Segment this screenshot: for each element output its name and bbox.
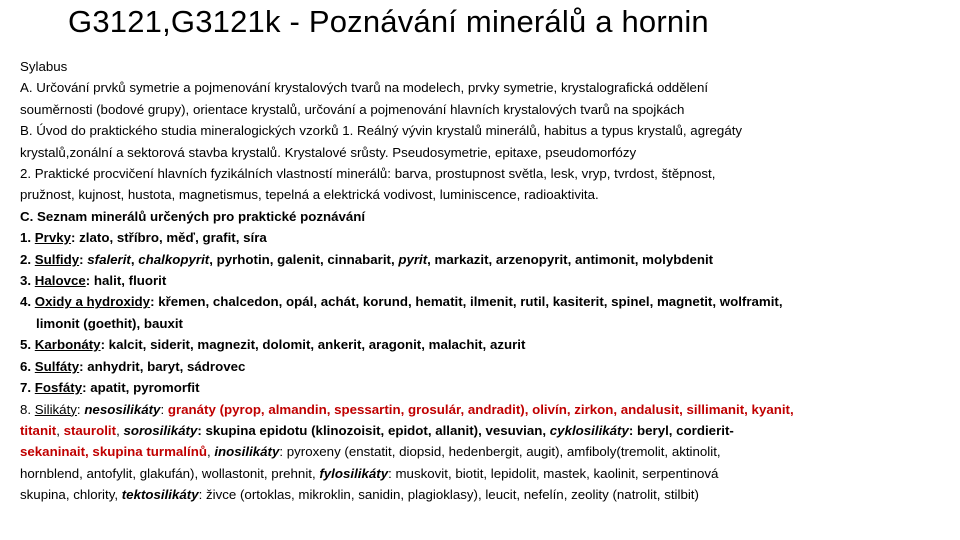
- separator: :: [76, 401, 85, 417]
- highlighted-minerals: granáty (pyrop, almandin, spessartin, grosulár, andradit), olivín, zirkon, andalusit, sillimanit, kyanit,: [167, 401, 794, 417]
- list-item-halovce: [20, 270, 945, 291]
- section-a-line-2: souměrnosti (bodové grupy), orientace krystalů, určování a pojmenování hlavních krystalových tvarů na spojkách: [20, 101, 685, 117]
- separator: :: [160, 401, 168, 417]
- item-number: 8.: [20, 401, 32, 417]
- list-item-oxidy-continued: limonit (goethit), bauxit: [36, 315, 183, 331]
- list-item-sulfaty: [20, 356, 945, 377]
- separator: ,: [56, 422, 64, 438]
- section-b-line-3: 2. Praktické procvičení hlavních fyzikálních vlastností minerálů: barva, prostupnost světla, lesk, vryp, tvrdost, štěpnost,: [20, 166, 716, 182]
- item-minerals: : apatit, pyromorfit: [82, 380, 200, 396]
- category-label: Silikáty: [34, 401, 77, 417]
- item-minerals: : muskovit, biotit, lepidolit, mastek, kaolinit, serpentinová: [388, 465, 719, 481]
- separator: ,: [130, 251, 139, 267]
- mineral-name: pyrit: [398, 251, 428, 267]
- item-minerals: , markazit, arzenopyrit, antimonit, molybdenit: [427, 251, 714, 267]
- subclass-label: inosilikáty: [214, 444, 280, 460]
- syllabus-body: [20, 56, 945, 506]
- item-number: 6.: [20, 358, 32, 374]
- category-label: Halovce: [34, 273, 86, 289]
- separator: ,: [206, 444, 215, 460]
- item-number: 1.: [20, 230, 32, 246]
- item-number: 2.: [20, 251, 32, 267]
- item-minerals: : zlato, stříbro, měď, grafit, síra: [71, 230, 267, 246]
- section-b-line-1: B. Úvod do praktického studia mineralogických vzorků 1. Reálný vývin krystalů minerálů, habitus a typus krystalů, agregáty: [20, 123, 743, 139]
- section-b-line-2: krystalů,zonální a sektorová stavba krystalů. Krystalové srůsty. Pseudosymetrie, epitaxe, pseudomorfózy: [20, 144, 637, 160]
- section-a-line-1: A. Určování prvků symetrie a pojmenování krystalových tvarů na modelech, prvky symetrie, krystalografická oddělení: [20, 80, 709, 96]
- item-minerals: : anhydrit, baryt, sádrovec: [79, 358, 246, 374]
- highlighted-mineral: titanit: [20, 422, 57, 438]
- item-minerals: : pyroxeny (enstatit, diopsid, hedenbergit, augit), amfiboly(tremolit, aktinolit,: [279, 444, 721, 460]
- highlighted-minerals: sekaninait, skupina turmalínů: [20, 444, 207, 460]
- list-item-oxidy: [20, 291, 945, 312]
- subclass-label: fylosilikáty: [319, 465, 389, 481]
- list-item-silikaty-line-2: [20, 420, 945, 441]
- item-minerals: , pyrhotin, galenit, cinnabarit,: [209, 251, 399, 267]
- subclass-label: tektosilikáty: [121, 487, 199, 503]
- item-minerals: : kalcit, siderit, magnezit, dolomit, ankerit, aragonit, malachit, azurit: [100, 337, 526, 353]
- section-c-heading: C. Seznam minerálů určených pro praktické poznávání: [20, 208, 366, 224]
- item-number: 4.: [20, 294, 32, 310]
- item-minerals: : skupina epidotu (klinozoisit, epidot, allanit), vesuvian,: [197, 422, 550, 438]
- sylabus-label: Sylabus: [20, 59, 68, 74]
- category-label: Sulfidy: [34, 251, 80, 267]
- item-minerals: : beryl, cordierit-: [628, 422, 734, 438]
- category-label: Sulfáty: [34, 358, 80, 374]
- separator: :: [79, 251, 88, 267]
- item-minerals: hornblend, antofylit, glakufán), wollastonit, prehnit,: [20, 465, 320, 481]
- section-b-line-4: pružnost, kujnost, hustota, magnetismus, tepelná a elektrická vodivost, luminiscence, radioaktivita.: [20, 187, 599, 203]
- subclass-label: cyklosilikáty: [549, 422, 629, 438]
- slide-title: G3121,G3121k - Poznávání minerálů a hornin: [68, 4, 709, 39]
- item-minerals: : křemen, chalcedon, opál, achát, korund, hematit, ilmenit, rutil, kasiterit, spinel, magnetit, wolframit,: [150, 294, 783, 310]
- item-minerals: : živce (ortoklas, mikroklin, sanidin, plagioklasy), leucit, nefelín, zeolity (natrolit, stilbit): [198, 487, 699, 503]
- subclass-label: nesosilikáty: [84, 401, 161, 417]
- list-item-silikaty-line-3: [20, 441, 945, 462]
- item-number: 7.: [20, 380, 32, 396]
- list-item-sulfidy: [20, 249, 945, 270]
- category-label: Karbonáty: [34, 337, 101, 353]
- item-minerals: : halit, fluorit: [85, 273, 167, 289]
- list-item-karbonaty: [20, 334, 945, 355]
- category-label: Oxidy a hydroxidy: [34, 294, 151, 310]
- mineral-name: chalkopyrit: [138, 251, 210, 267]
- category-label: Fosfáty: [34, 380, 83, 396]
- item-number: 3.: [20, 273, 32, 289]
- highlighted-mineral: staurolit: [63, 422, 117, 438]
- item-number: 5.: [20, 337, 32, 353]
- subclass-label: sorosilikáty: [123, 422, 198, 438]
- mineral-name: sfalerit: [87, 251, 131, 267]
- list-item-silikaty-line-4: [20, 463, 945, 484]
- list-item-silikaty-line-5: [20, 484, 945, 505]
- list-item-fosfaty: [20, 377, 945, 398]
- list-item-prvky: [20, 227, 945, 248]
- list-item-silikaty: [20, 399, 945, 420]
- item-minerals: skupina, chlority,: [20, 487, 122, 503]
- separator: ,: [116, 422, 124, 438]
- category-label: Prvky: [34, 230, 72, 246]
